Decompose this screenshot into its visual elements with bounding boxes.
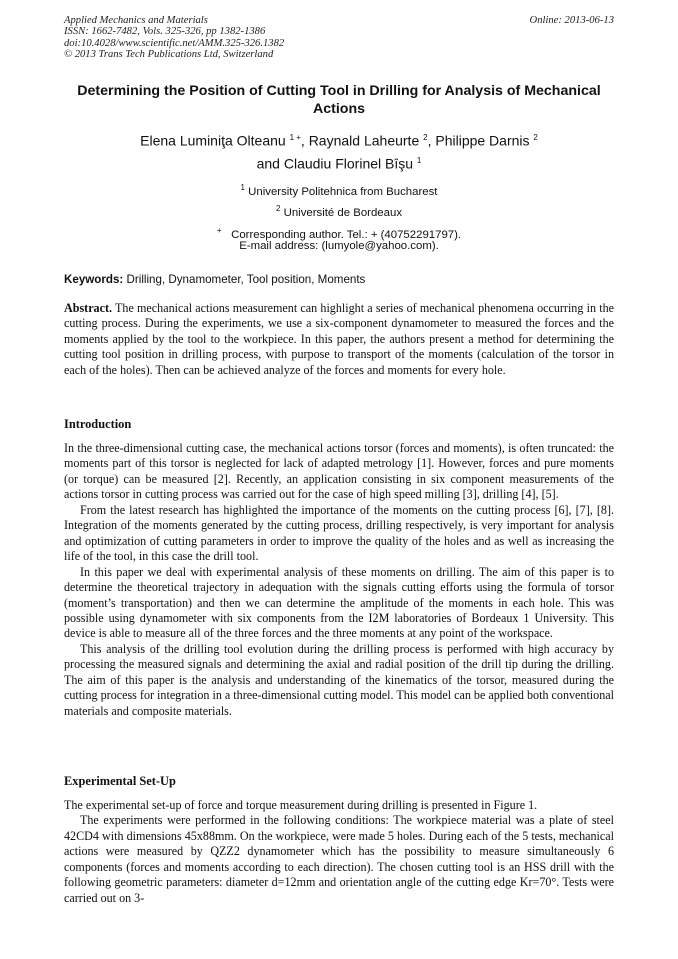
setup-body — [64, 798, 614, 906]
corresponding-mark: + — [216, 226, 222, 235]
setup-paragraph-2: The experiments were performed in the following conditions: The workpiece material was a plate of steel 42CD4 with dimensions 45x88mm. On the workpiece, were made 5 holes. During each of the 5 tests, mechanical actions were measured by QZZ2 dynamometer which has the possibility to measure simultaneously 6 components (forces and moments according to each direction). The chosen cutting tool is an HSS drill with the following geometric parameters: diameter d=12mm and orientation angle of the cutting edge Kr=70°. Tests were carried out on 3- — [64, 813, 614, 905]
paper-title: Determining the Position of Cutting Tool in Drilling for Analysis of Mechanical Actions — [77, 83, 601, 117]
keywords-label: Keywords: — [64, 273, 124, 286]
abstract — [64, 301, 614, 378]
author-3-mark: 2 — [533, 133, 538, 142]
introduction-heading: Introduction — [64, 417, 132, 431]
setup-paragraph-1: The experimental set-up of force and torque measurement during drilling is presented in Figure 1. — [64, 798, 538, 812]
author-2-mark: 2 — [423, 133, 428, 142]
setup-heading: Experimental Set-Up — [64, 774, 176, 788]
journal-name: Applied Mechanics and Materials — [64, 15, 208, 26]
email-address: E-mail address: (lumyole@yahoo.com). — [239, 240, 439, 252]
issn-line: ISSN: 1662-7482, Vols. 325-326, pp 1382-1386 — [64, 26, 266, 38]
author-4: and Claudiu Florinel Bîşu — [256, 155, 414, 172]
author-line-2 — [64, 151, 614, 174]
author-1: Elena Luminiţa Olteanu — [140, 132, 286, 149]
intro-paragraph-2: From the latest research has highlighted the importance of the moments on the cutting process [6], [7], [8]. Integration of the moments generated by the cutting process, drilling respectively, is very important for analysis and optimization of cutting parameters in order to improve the quality of the holes and as well as increasing the life of the tool, in this case the drill tool. — [64, 502, 614, 564]
affiliation-2-text: Université de Bordeaux — [283, 206, 403, 219]
author-4-mark: 1 — [416, 155, 422, 165]
author-3: , Philippe Darnis — [427, 132, 530, 149]
intro-paragraph-4: This analysis of the drilling tool evolution during the drilling process is performed with high accuracy by processing the measured signals and determining the axial and radial position of the drill tip during the drilling. The aim of this paper is the analysis and understanding of the kinematics of the torsor, measured during the cutting process for integration in a three-dimensional cutting model. This model can be applied both conventional materials and composite materials. — [64, 641, 614, 718]
intro-paragraph-1: In the three-dimensional cutting case, the mechanical actions torsor (forces and moments), is often truncated: the moments part of this torsor is neglected for lack of adapted metrology [1]. However, forces and pure moments (or torque) can be measured [2]. Recently, an application consisting in six component measurements of the actions torsor in cutting process was carried out for the case of high speed milling [3], drilling [4], [5]. — [64, 441, 614, 502]
author-1-mark: 1 + — [289, 133, 301, 142]
affiliation-1 — [64, 181, 614, 199]
author-2: , Raynald Laheurte — [300, 132, 420, 149]
affiliation-2-mark: 2 — [275, 204, 281, 213]
abstract-label: Abstract. — [64, 301, 113, 315]
author-line-1 — [64, 128, 614, 151]
affiliation-1-text: University Politehnica from Bucharest — [248, 185, 438, 198]
keywords-text: Drilling, Dynamometer, Tool position, Moments — [126, 273, 366, 286]
corresponding-text: Corresponding author. Tel.: + (40752291797). — [231, 228, 462, 241]
journal-header — [64, 15, 284, 61]
author-list — [64, 128, 614, 173]
intro-paragraph-3: In this paper we deal with experimental analysis of these moments on drilling. The aim of this paper is to determine the theoretical trajectory in adequation with the signals cutting efforts using the formula of torsor (moment’s transportation) and then we can determine the amplitude of the moments in each hole. This was possible using dynamometer with six components from the I2M laboratories of Bordeaux 1 University. This device is able to measure all of the three forces and the three moments at any point of the workspace. — [64, 564, 614, 641]
affiliation-2 — [64, 202, 614, 220]
affiliation-1-mark: 1 — [240, 183, 245, 192]
online-date: Online: 2013-06-13 — [529, 15, 614, 26]
copyright-line: © 2013 Trans Tech Publications Ltd, Switzerland — [64, 49, 274, 61]
doi-line: doi:10.4028/www.scientific.net/AMM.325-326.1382 — [64, 37, 285, 49]
introduction-body — [64, 441, 614, 719]
keywords — [64, 273, 614, 286]
abstract-text: The mechanical actions measurement can highlight a series of mechanical phenomena occurring in the cutting process. During the experiments, we use a six-component dynamometer to measured the forces and the moments applied by the tool to the workpiece. In this paper, the authors present a method for determining the cutting tool position in drilling process, with purpose to transport of the moments (calculation of the torsor in each of the holes). Then can be achieved analyze of the forces and moments for every hole. — [64, 301, 614, 377]
